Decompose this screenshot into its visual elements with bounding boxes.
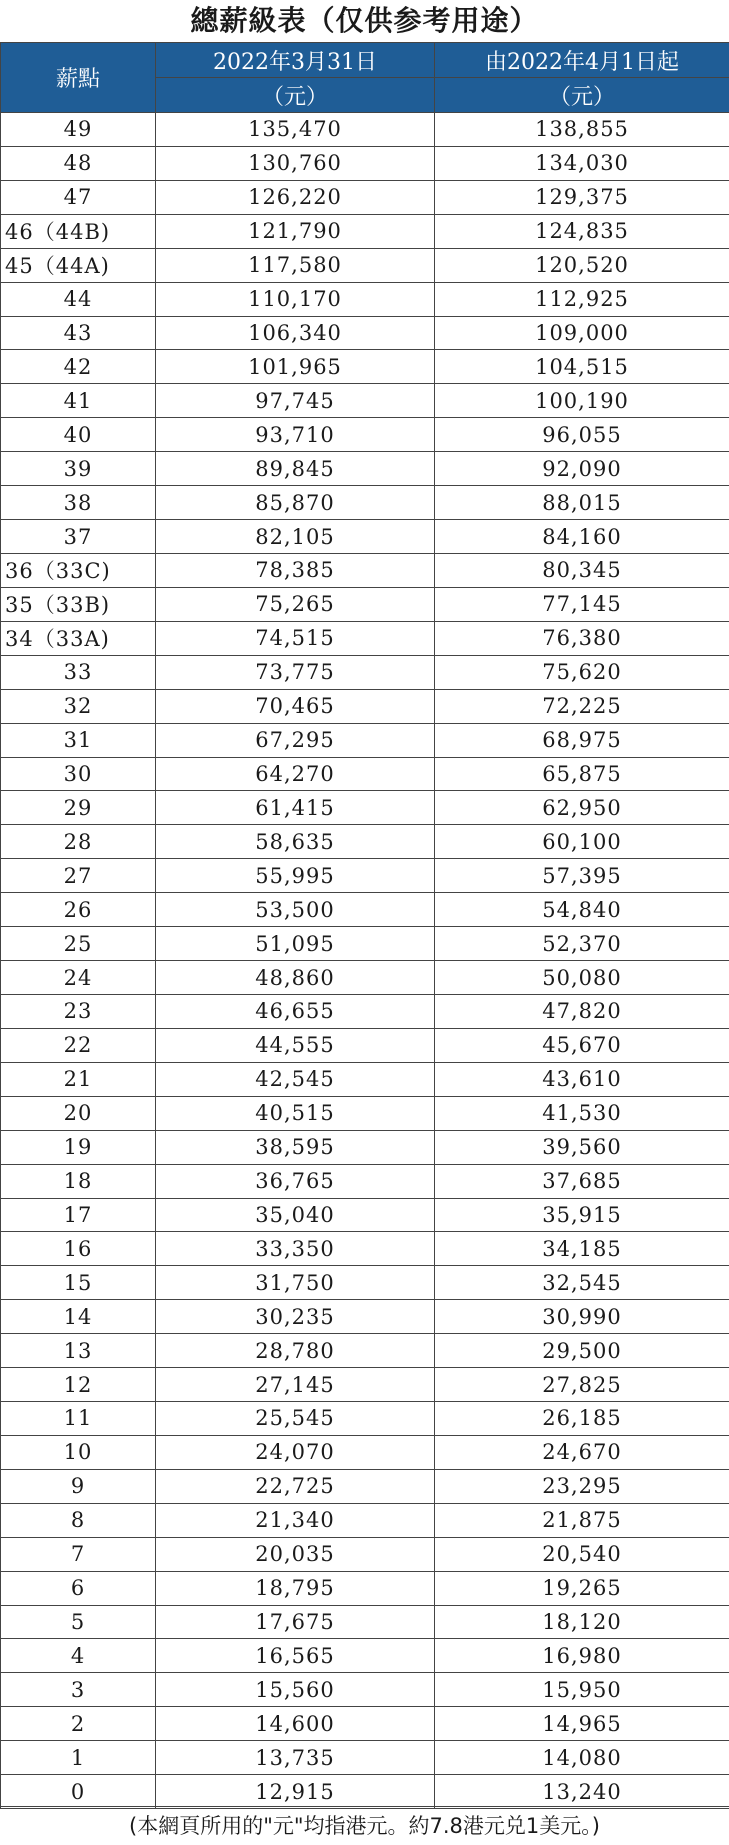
cell-salary-new: 76,380 [435, 621, 729, 655]
table-row [1, 1605, 729, 1639]
salary-table [0, 42, 729, 1809]
header-date-old: 2022年3月31日 [156, 43, 435, 78]
cell-salary-old: 126,220 [156, 180, 435, 214]
cell-salary-new: 84,160 [435, 520, 729, 554]
cell-salary-new: 35,915 [435, 1198, 729, 1232]
cell-salary-new: 129,375 [435, 180, 729, 214]
table-row [1, 621, 729, 655]
cell-point: 18 [1, 1164, 156, 1198]
table-row [1, 791, 729, 825]
cell-salary-new: 39,560 [435, 1130, 729, 1164]
table-row [1, 859, 729, 893]
cell-salary-new: 32,545 [435, 1266, 729, 1300]
cell-salary-new: 27,825 [435, 1368, 729, 1402]
page-title: 總薪級表（仅供参考用途） [190, 4, 539, 37]
cell-point: 13 [1, 1334, 156, 1368]
table-row [1, 994, 729, 1028]
cell-point: 27 [1, 859, 156, 893]
cell-point: 12 [1, 1368, 156, 1402]
cell-point: 21 [1, 1062, 156, 1096]
cell-salary-old: 46,655 [156, 994, 435, 1028]
cell-salary-old: 16,565 [156, 1639, 435, 1673]
cell-point: 9 [1, 1469, 156, 1503]
cell-salary-new: 15,950 [435, 1673, 729, 1707]
table-row [1, 1164, 729, 1198]
cell-salary-old: 67,295 [156, 723, 435, 757]
cell-point: 42 [1, 350, 156, 384]
cell-salary-old: 17,675 [156, 1605, 435, 1639]
cell-salary-old: 75,265 [156, 587, 435, 621]
cell-salary-old: 70,465 [156, 689, 435, 723]
cell-point: 49 [1, 113, 156, 147]
cell-salary-old: 130,760 [156, 146, 435, 180]
cell-point: 31 [1, 723, 156, 757]
table-row [1, 1198, 729, 1232]
cell-salary-old: 135,470 [156, 113, 435, 147]
cell-point: 8 [1, 1503, 156, 1537]
table-row [1, 1537, 729, 1571]
cell-salary-new: 21,875 [435, 1503, 729, 1537]
cell-point: 44 [1, 282, 156, 316]
table-row [1, 113, 729, 147]
cell-salary-old: 25,545 [156, 1402, 435, 1436]
cell-salary-old: 97,745 [156, 384, 435, 418]
cell-point: 6 [1, 1571, 156, 1605]
table-row [1, 452, 729, 486]
cell-salary-new: 57,395 [435, 859, 729, 893]
cell-salary-old: 42,545 [156, 1062, 435, 1096]
cell-salary-old: 12,915 [156, 1775, 435, 1809]
cell-salary-new: 112,925 [435, 282, 729, 316]
cell-salary-old: 78,385 [156, 553, 435, 587]
cell-salary-old: 30,235 [156, 1300, 435, 1334]
cell-salary-old: 15,560 [156, 1673, 435, 1707]
cell-point: 39 [1, 452, 156, 486]
table-row [1, 893, 729, 927]
cell-point: 15 [1, 1266, 156, 1300]
table-row [1, 282, 729, 316]
cell-salary-new: 96,055 [435, 418, 729, 452]
cell-salary-new: 14,080 [435, 1741, 729, 1775]
table-body [1, 113, 729, 1809]
table-row [1, 316, 729, 350]
cell-salary-new: 20,540 [435, 1537, 729, 1571]
table-row [1, 1503, 729, 1537]
table-row [1, 825, 729, 859]
cell-salary-new: 124,835 [435, 214, 729, 248]
table-row [1, 1266, 729, 1300]
table-row [1, 689, 729, 723]
table-row [1, 1673, 729, 1707]
cell-salary-new: 54,840 [435, 893, 729, 927]
cell-point: 22 [1, 1028, 156, 1062]
cell-salary-old: 82,105 [156, 520, 435, 554]
cell-salary-new: 60,100 [435, 825, 729, 859]
cell-point: 11 [1, 1402, 156, 1436]
cell-point: 26 [1, 893, 156, 927]
cell-point: 41 [1, 384, 156, 418]
cell-salary-old: 53,500 [156, 893, 435, 927]
cell-salary-old: 101,965 [156, 350, 435, 384]
cell-point: 2 [1, 1707, 156, 1741]
table-row [1, 214, 729, 248]
cell-salary-new: 23,295 [435, 1469, 729, 1503]
cell-salary-new: 65,875 [435, 757, 729, 791]
cell-salary-old: 93,710 [156, 418, 435, 452]
table-row [1, 1741, 729, 1775]
cell-salary-new: 88,015 [435, 486, 729, 520]
cell-salary-new: 100,190 [435, 384, 729, 418]
cell-point: 37 [1, 520, 156, 554]
cell-salary-old: 20,035 [156, 1537, 435, 1571]
cell-point: 33 [1, 655, 156, 689]
cell-salary-old: 64,270 [156, 757, 435, 791]
cell-point: 16 [1, 1232, 156, 1266]
cell-point: 17 [1, 1198, 156, 1232]
cell-point: 14 [1, 1300, 156, 1334]
cell-salary-new: 47,820 [435, 994, 729, 1028]
table-row [1, 350, 729, 384]
cell-point: 29 [1, 791, 156, 825]
cell-point: 1 [1, 1741, 156, 1775]
cell-salary-old: 117,580 [156, 248, 435, 282]
table-row [1, 553, 729, 587]
table-row [1, 520, 729, 554]
cell-salary-new: 14,965 [435, 1707, 729, 1741]
cell-point: 10 [1, 1435, 156, 1469]
cell-salary-old: 106,340 [156, 316, 435, 350]
table-row [1, 1775, 729, 1809]
cell-salary-old: 18,795 [156, 1571, 435, 1605]
table-row [1, 1300, 729, 1334]
table-row [1, 723, 729, 757]
cell-salary-new: 72,225 [435, 689, 729, 723]
cell-salary-old: 13,735 [156, 1741, 435, 1775]
cell-salary-new: 62,950 [435, 791, 729, 825]
table-row [1, 1368, 729, 1402]
cell-salary-new: 120,520 [435, 248, 729, 282]
cell-point: 35（33B) [1, 587, 156, 621]
cell-salary-old: 55,995 [156, 859, 435, 893]
table-row [1, 1062, 729, 1096]
header-unit-old: （元） [156, 78, 435, 113]
cell-salary-old: 35,040 [156, 1198, 435, 1232]
cell-salary-old: 85,870 [156, 486, 435, 520]
cell-salary-new: 104,515 [435, 350, 729, 384]
table-row [1, 1707, 729, 1741]
cell-salary-new: 50,080 [435, 961, 729, 995]
cell-salary-old: 74,515 [156, 621, 435, 655]
cell-point: 46（44B) [1, 214, 156, 248]
cell-point: 19 [1, 1130, 156, 1164]
table-row [1, 927, 729, 961]
table-row [1, 1028, 729, 1062]
table-row [1, 248, 729, 282]
cell-salary-old: 44,555 [156, 1028, 435, 1062]
cell-salary-old: 89,845 [156, 452, 435, 486]
cell-salary-new: 138,855 [435, 113, 729, 147]
cell-salary-new: 37,685 [435, 1164, 729, 1198]
cell-point: 3 [1, 1673, 156, 1707]
table-row [1, 1334, 729, 1368]
cell-salary-new: 80,345 [435, 553, 729, 587]
cell-salary-new: 109,000 [435, 316, 729, 350]
cell-salary-new: 52,370 [435, 927, 729, 961]
cell-salary-new: 24,670 [435, 1435, 729, 1469]
cell-point: 48 [1, 146, 156, 180]
cell-salary-old: 36,765 [156, 1164, 435, 1198]
table-row [1, 1130, 729, 1164]
table-row [1, 587, 729, 621]
cell-point: 32 [1, 689, 156, 723]
cell-point: 36（33C) [1, 553, 156, 587]
cell-salary-old: 38,595 [156, 1130, 435, 1164]
cell-salary-new: 34,185 [435, 1232, 729, 1266]
header-unit-new: （元） [435, 78, 729, 113]
cell-salary-new: 134,030 [435, 146, 729, 180]
cell-salary-new: 41,530 [435, 1096, 729, 1130]
cell-salary-old: 51,095 [156, 927, 435, 961]
cell-salary-old: 33,350 [156, 1232, 435, 1266]
cell-point: 23 [1, 994, 156, 1028]
cell-salary-new: 92,090 [435, 452, 729, 486]
cell-salary-new: 18,120 [435, 1605, 729, 1639]
table-row [1, 180, 729, 214]
cell-salary-new: 77,145 [435, 587, 729, 621]
table-row [1, 1402, 729, 1436]
cell-salary-new: 16,980 [435, 1639, 729, 1673]
cell-point: 47 [1, 180, 156, 214]
cell-salary-new: 75,620 [435, 655, 729, 689]
cell-point: 20 [1, 1096, 156, 1130]
cell-salary-old: 28,780 [156, 1334, 435, 1368]
table-row [1, 1232, 729, 1266]
cell-salary-old: 110,170 [156, 282, 435, 316]
cell-salary-old: 58,635 [156, 825, 435, 859]
table-row [1, 1435, 729, 1469]
table-row [1, 1639, 729, 1673]
table-row [1, 1571, 729, 1605]
cell-point: 25 [1, 927, 156, 961]
cell-salary-old: 121,790 [156, 214, 435, 248]
cell-salary-new: 13,240 [435, 1775, 729, 1809]
table-row [1, 1096, 729, 1130]
cell-salary-old: 48,860 [156, 961, 435, 995]
cell-point: 24 [1, 961, 156, 995]
header-point: 薪點 [1, 43, 156, 113]
table-row [1, 1469, 729, 1503]
cell-point: 5 [1, 1605, 156, 1639]
cell-point: 7 [1, 1537, 156, 1571]
cell-point: 30 [1, 757, 156, 791]
cell-salary-new: 29,500 [435, 1334, 729, 1368]
table-row [1, 961, 729, 995]
cell-salary-old: 40,515 [156, 1096, 435, 1130]
cell-salary-old: 14,600 [156, 1707, 435, 1741]
cell-point: 34（33A) [1, 621, 156, 655]
cell-salary-old: 73,775 [156, 655, 435, 689]
cell-salary-old: 61,415 [156, 791, 435, 825]
table-row [1, 384, 729, 418]
cell-salary-new: 43,610 [435, 1062, 729, 1096]
table-header [1, 43, 729, 113]
cell-salary-new: 68,975 [435, 723, 729, 757]
cell-point: 38 [1, 486, 156, 520]
table-row [1, 486, 729, 520]
cell-point: 28 [1, 825, 156, 859]
cell-point: 43 [1, 316, 156, 350]
cell-salary-old: 31,750 [156, 1266, 435, 1300]
table-row [1, 757, 729, 791]
table-row [1, 655, 729, 689]
cell-salary-new: 45,670 [435, 1028, 729, 1062]
cell-salary-old: 24,070 [156, 1435, 435, 1469]
table-row [1, 146, 729, 180]
cell-salary-old: 27,145 [156, 1368, 435, 1402]
cell-salary-new: 30,990 [435, 1300, 729, 1334]
cell-point: 40 [1, 418, 156, 452]
header-date-new: 由2022年4月1日起 [435, 43, 729, 78]
cell-salary-new: 26,185 [435, 1402, 729, 1436]
cell-salary-old: 22,725 [156, 1469, 435, 1503]
footnote: (本網頁所用的"元"均指港元。約7.8港元兑1美元。) [0, 1806, 729, 1845]
cell-salary-old: 21,340 [156, 1503, 435, 1537]
cell-point: 4 [1, 1639, 156, 1673]
cell-point: 0 [1, 1775, 156, 1809]
cell-point: 45（44A) [1, 248, 156, 282]
table-row [1, 418, 729, 452]
cell-salary-new: 19,265 [435, 1571, 729, 1605]
